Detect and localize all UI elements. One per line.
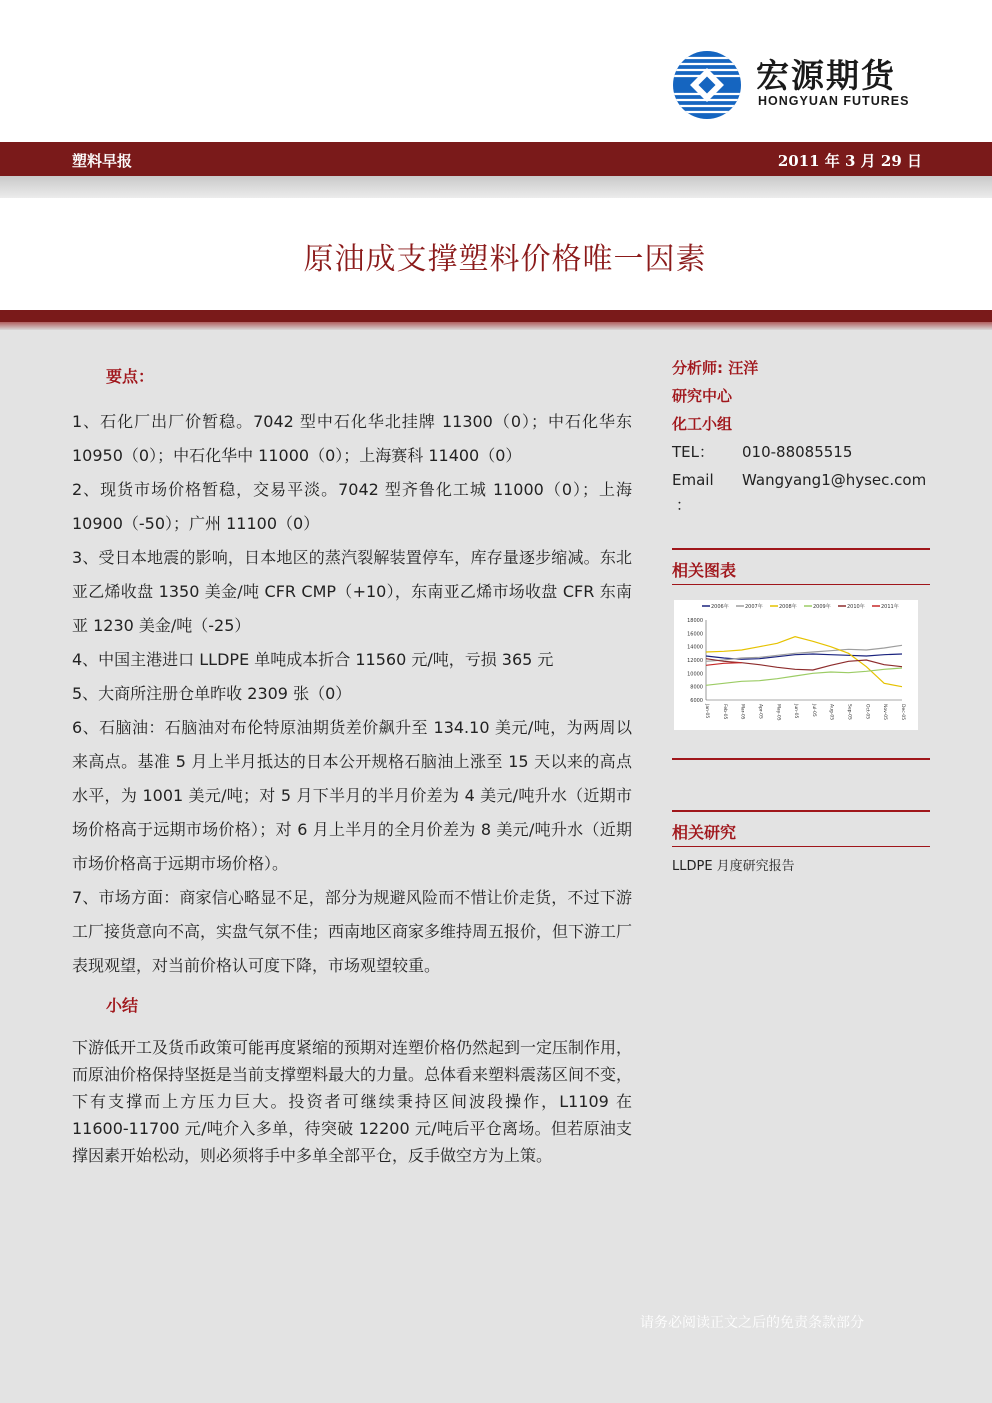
x-tick-label: Apr-05 xyxy=(757,704,763,719)
series-line xyxy=(706,668,902,685)
related-charts-end xyxy=(672,758,930,760)
key-point-item: 5、大商所注册仓单昨收 2309 张（0） xyxy=(72,684,352,703)
department: 研究中心 xyxy=(672,387,733,405)
email-value[interactable]: Wangyang1@hysec.com xyxy=(742,471,927,489)
x-tick-label: Aug-05 xyxy=(828,704,834,721)
x-tick-label: Mar-05 xyxy=(739,704,745,720)
related-charts-title: 相关图表 xyxy=(672,561,737,580)
x-tick-label: Sep-05 xyxy=(846,704,852,720)
legend-label: 2008年 xyxy=(779,604,797,610)
x-tick-label: Nov-05 xyxy=(882,704,888,721)
y-tick-label: 12000 xyxy=(687,658,703,664)
legend-label: 2007年 xyxy=(745,604,763,610)
key-point-item: 6、石脑油：石脑油对布伦特原油期货差价飙升至 134.10 美元/吨，为两周以来高点。基准 5 月上半月抵达的日本公开规格石脑油上涨至 15 天以来的高点水平，为 1001 美元/吨；对 5 月下半月的半月价差为 4 美元/吨升水（近期市场价格高于远期市场价格）；对 6 月上半月的全月价差为 8 美元/吨升水（近期市场价格高于远期市场价格）。 xyxy=(72,718,632,873)
section-rule xyxy=(672,584,930,585)
email-label: Email xyxy=(672,471,714,489)
y-tick-label: 18000 xyxy=(687,618,703,624)
key-point-item: 1、石化厂出厂价暂稳。7042 型中石化华北挂牌 11300（0）；中石化华东 10950（0）；中石化华中 11000（0）；上海赛科 11400（0） xyxy=(72,412,632,465)
key-point-item: 2、现货市场价格暂稳，交易平淡。7042 型齐鲁化工城 11000（0）；上海 10900（-50）；广州 11100（0） xyxy=(72,480,632,533)
report-date: 2011 年 3 月 29 日 xyxy=(777,152,922,170)
x-tick-label: Jul-05 xyxy=(810,704,816,717)
y-tick-label: 8000 xyxy=(690,684,703,691)
series-line xyxy=(706,645,902,661)
y-tick-label: 14000 xyxy=(687,644,703,651)
logo-emblem-icon xyxy=(672,50,742,120)
x-tick-label: Jan-05 xyxy=(704,704,709,719)
key-point-item: 3、受日本地震的影响，日本地区的蒸汽裂解装置停车，库存量逐步缩减。东北亚乙烯收盘 1350 美金/吨 CFR CMP（+10），东南亚乙烯市场收盘 CFR 东南亚 1230 美金/吨（-25） xyxy=(72,548,632,635)
tel-row xyxy=(672,438,930,466)
group-name: 化工小组 xyxy=(672,415,733,433)
sidebar xyxy=(672,354,930,874)
series-line xyxy=(706,663,742,666)
related-charts-section xyxy=(672,548,930,585)
main-column xyxy=(72,364,632,1169)
x-tick-label: Jun-05 xyxy=(793,704,799,719)
summary-text: 下游低开工及货币政策可能再度紧缩的预期对连塑价格仍然起到一定压制作用，而原油价格保持坚挺是当前支撑塑料最大的力量。总体看来塑料震荡区间不变，下有支撑而上方压力巨大。投资者可继续秉持区间波段操作，L1109 在 11600-11700 元/吨介入多单，待突破 12200 元/吨后平仓离场。但若原油支撑因素开始松动，则必须将手中多单全部平仓，反手做空方为上策。 xyxy=(72,1038,633,1165)
header-bar xyxy=(0,142,992,176)
x-tick-label: Oct-05 xyxy=(864,704,870,720)
legend-label: 2010年 xyxy=(847,604,865,610)
tel-value: 010-88085515 xyxy=(742,443,853,461)
header-divider xyxy=(0,176,992,198)
company-logo xyxy=(672,46,922,126)
key-points-heading: 要点： xyxy=(106,367,155,386)
legend-label: 2011年 xyxy=(881,604,899,610)
x-tick-label: May-05 xyxy=(775,704,781,721)
page-title: 原油成支撑塑料价格唯一因素 xyxy=(303,242,707,277)
analyst-name: 分析师: 汪洋 xyxy=(672,359,759,377)
legend-label: 2006年 xyxy=(711,604,729,610)
x-tick-label: Feb-05 xyxy=(721,704,727,720)
key-point-item: 7、市场方面：商家信心略显不足，部分为规避风险而不惜让价走货，不过下游工厂接货意向不高，实盘气氛不佳；西南地区商家多维持周五报价，但下游工厂表现观望，对当前价格认可度下降，市场观望较重。 xyxy=(72,888,633,975)
related-research-title: 相关研究 xyxy=(672,823,737,842)
related-research-section xyxy=(672,810,930,874)
y-tick-label: 16000 xyxy=(687,631,703,638)
section-rule xyxy=(672,758,930,760)
legend-label: 2009年 xyxy=(813,604,831,610)
price-chart-svg xyxy=(674,600,918,730)
title-divider-shade xyxy=(0,322,992,330)
tel-label: TEL： xyxy=(672,443,714,461)
x-tick-label: Dec-05 xyxy=(900,704,905,721)
summary-heading: 小结 xyxy=(106,996,139,1015)
report-type: 塑料早报 xyxy=(72,152,133,170)
brand-name-cn: 宏源期货 xyxy=(756,56,896,95)
disclaimer: 请务必阅读正文之后的免责条款部分 xyxy=(640,1315,864,1331)
email-row xyxy=(672,466,930,494)
brand-name-en: HONGYUAN FUTURES xyxy=(758,94,910,108)
email-colon: ： xyxy=(676,496,692,514)
key-point-item: 4、中国主港进口 LLDPE 单吨成本折合 11560 元/吨，亏损 365 元 xyxy=(72,650,554,669)
series-line xyxy=(706,659,902,670)
title-divider xyxy=(0,310,992,322)
price-chart xyxy=(674,600,918,730)
y-tick-label: 6000 xyxy=(690,698,703,704)
research-link[interactable]: LLDPE 月度研究报告 xyxy=(672,859,795,874)
y-tick-label: 10000 xyxy=(687,671,703,678)
